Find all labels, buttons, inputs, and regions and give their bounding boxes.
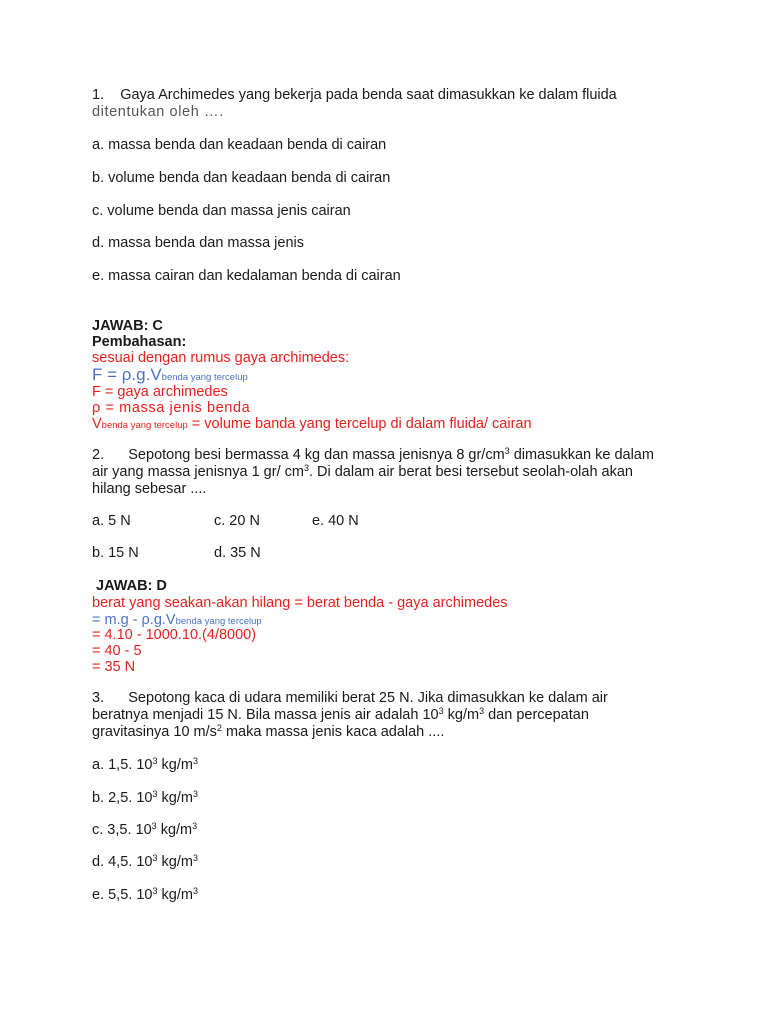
q3-option-e (92, 887, 198, 904)
q2-sup-2: 3 (303, 463, 309, 473)
q1-option-a: a. massa benda dan keadaan benda di cairan (92, 137, 387, 153)
q2-explanation-5: = 35 N (92, 659, 136, 675)
q1-def-v-main: V (92, 416, 102, 432)
q1-def-rho: ρ = massa jenis benda (92, 400, 251, 416)
q3-option-e-exp: 3 (152, 886, 158, 896)
q3-option-d-base: d. 4,5. 10 (92, 854, 153, 870)
q3-option-e-unit-exp: 3 (192, 886, 198, 896)
q3-option-d (92, 854, 198, 871)
q1-line1 (92, 87, 617, 104)
q1-def-v-rest: = volume banda yang tercelup di dalam fluida/ cairan (187, 416, 532, 432)
q3-option-c (92, 822, 197, 839)
q3-sup-2a: 3 (438, 706, 444, 716)
q3-option-e-base: e. 5,5. 10 (92, 887, 153, 903)
q1-text-1: Gaya Archimedes yang bekerja pada benda saat dimasukkan ke dalam fluida (120, 87, 617, 103)
q2-explanation-2-sub: benda yang tercelup (175, 616, 262, 627)
q1-explanation-intro: sesuai dengan rumus gaya archimedes: (92, 350, 350, 366)
q3-option-a-unit: kg/m (157, 757, 193, 773)
q2-answer: JAWAB: D (96, 578, 167, 594)
q1-def-v-sub: benda yang tercelup (101, 420, 188, 431)
q2-option-e: e. 40 N (312, 513, 359, 529)
q3-number: 3. (92, 690, 105, 706)
q2-sup-1: 3 (504, 446, 510, 456)
q2-option-d: d. 35 N (214, 545, 261, 561)
q3-sup-3: 2 (216, 723, 222, 733)
q3-option-b (92, 790, 198, 807)
q2-option-a: a. 5 N (92, 513, 131, 529)
q2-option-c: c. 20 N (214, 513, 260, 529)
q1-answer: JAWAB: C (92, 318, 163, 334)
q1-def-v (92, 416, 532, 434)
q3-option-b-exp: 3 (152, 789, 158, 799)
q3-text-2a: beratnya menjadi 15 N. Bila massa jenis air adalah 10 (92, 707, 439, 723)
q3-text-1: Sepotong kaca di udara memiliki berat 25 N. Jika dimasukkan ke dalam air (128, 690, 608, 706)
q3-option-c-unit: kg/m (156, 822, 193, 838)
q1-pembahasan-label: Pembahasan: (92, 334, 187, 350)
q1-option-b: b. volume benda dan keadaan benda di cairan (92, 170, 391, 186)
q2-explanation-3: = 4.10 - 1000.10.(4/8000) (92, 627, 257, 643)
q3-line3 (92, 724, 444, 741)
q3-text-3a: gravitasinya 10 m/s (92, 724, 217, 740)
q3-option-a-exp: 3 (152, 756, 158, 766)
q3-text-2c: dan percepatan (484, 707, 589, 723)
q3-option-e-unit: kg/m (157, 887, 193, 903)
q3-option-a (92, 757, 198, 774)
q1-formula (92, 366, 248, 386)
q2-explanation-4: = 40 - 5 (92, 643, 142, 659)
q3-text-3b: maka massa jenis kaca adalah .... (221, 724, 445, 740)
q2-explanation-2-main: = m.g - ρ.g.V (92, 612, 176, 628)
q3-option-b-base: b. 2,5. 10 (92, 790, 153, 806)
q3-option-c-unit-exp: 3 (192, 821, 198, 831)
q3-option-a-unit-exp: 3 (192, 756, 198, 766)
q3-option-d-exp: 3 (152, 853, 158, 863)
q2-number: 2. (92, 447, 105, 463)
q2-line3: hilang sebesar .... (92, 481, 207, 497)
q2-text-2b: . Di dalam air berat besi tersebut seolah-olah akan (308, 464, 633, 480)
q1-option-c: c. volume benda dan massa jenis cairan (92, 203, 351, 219)
q3-option-b-unit-exp: 3 (192, 789, 198, 799)
q3-option-d-unit-exp: 3 (192, 853, 198, 863)
q2-text-1a: Sepotong besi bermassa 4 kg dan massa jenisnya 8 gr/cm (128, 447, 505, 463)
q3-line2 (92, 707, 589, 724)
q3-line1 (92, 690, 608, 707)
q3-option-c-exp: 3 (151, 821, 157, 831)
q3-option-a-base: a. 1,5. 10 (92, 757, 153, 773)
q1-number: 1. (92, 87, 105, 103)
q1-option-e: e. massa cairan dan kedalaman benda di cairan (92, 268, 401, 284)
q2-line2 (92, 464, 633, 481)
q1-line2: ditentukan oleh …. (92, 104, 224, 120)
q1-option-d: d. massa benda dan massa jenis (92, 235, 304, 251)
q3-text-2b: kg/m (443, 707, 480, 723)
q1-def-f: F = gaya archimedes (92, 384, 228, 400)
q3-option-d-unit: kg/m (157, 854, 193, 870)
q2-explanation-1: berat yang seakan-akan hilang = berat benda - gaya archimedes (92, 595, 508, 611)
q3-option-c-base: c. 3,5. 10 (92, 822, 152, 838)
q1-formula-sub: benda yang tercelup (161, 372, 248, 383)
q2-text-1b: dimasukkan ke dalam (509, 447, 654, 463)
q3-option-b-unit: kg/m (157, 790, 193, 806)
q2-option-b: b. 15 N (92, 545, 139, 561)
q3-sup-2b: 3 (479, 706, 485, 716)
q2-line1 (92, 447, 654, 464)
q2-text-2a: air yang massa jenisnya 1 gr/ cm (92, 464, 304, 480)
q1-formula-main: F = ρ.g.V (92, 365, 162, 384)
